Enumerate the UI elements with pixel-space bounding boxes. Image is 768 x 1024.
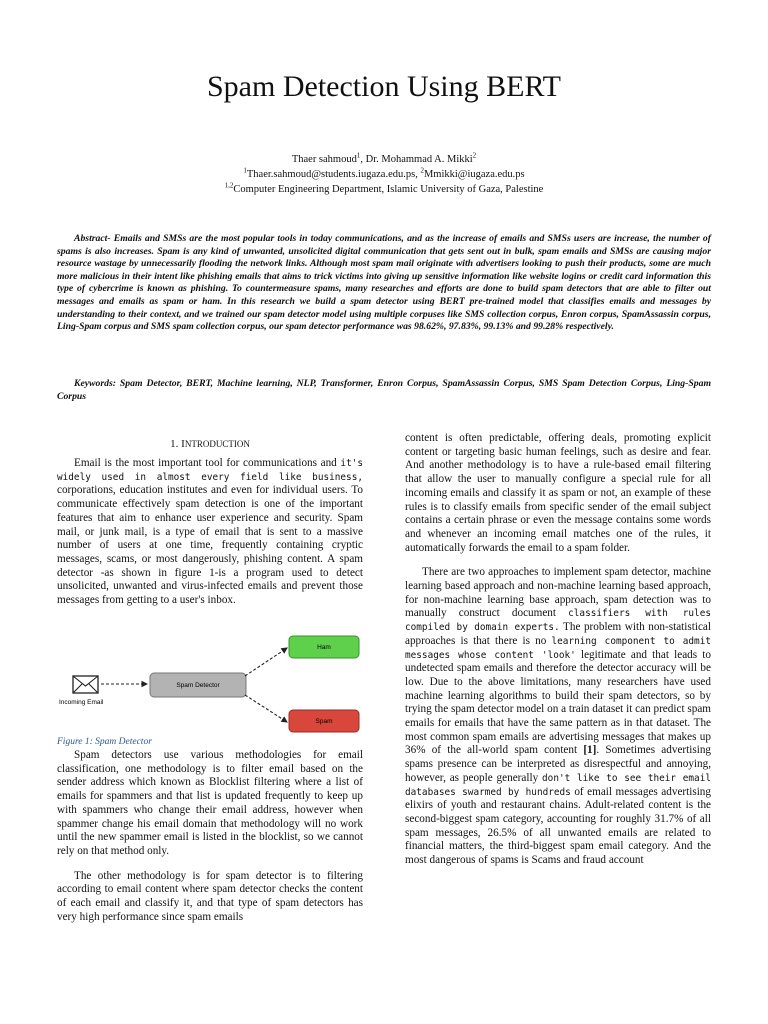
section-heading-introduction: 1. INTRODUCTION — [170, 438, 250, 450]
incoming-email-label: Incoming Email — [59, 699, 104, 706]
author-block — [0, 152, 768, 197]
right-column — [405, 432, 711, 868]
author-emails: $^1$Thaer.sahmoud@students.iugaza.edu.ps, $^2$Mmikki@iugaza.edu.ps — [243, 166, 525, 180]
paper-title: Spam Detection Using BERT — [207, 70, 561, 103]
citation: [1] — [583, 744, 597, 757]
figure-spam-detector — [55, 630, 367, 742]
keywords: Keywords: Spam Detector, BERT, Machine learning, NLP, Transformer, Enron Corpus, SpamAssassin Corpus, SMS Spam Detection Corpus, Ling-Spam Corpus — [57, 378, 711, 402]
ham-label: Ham — [317, 644, 331, 651]
left-column-bottom — [57, 749, 363, 924]
left-column-top — [57, 457, 363, 608]
paragraph: There are two approaches to implement spam detector, machine learning based approach and non-machine learning based approach, for non-machine learning base approach, spam detection was to manually construct document classifiers with rules compiled by domain experts. The problem with non-statistical approaches is that there is no learning component to admit messages whose content 'look' legitimate and that leads to undetected spam emails and therefore the detector accuracy will be low. Due to the above limitations, many researchers have used machine learning algorithms to build their spam detectors, so by trying the spam detector model on a train dataset it can predict spam emails for emails that have the same pattern as in that dataset. The most common spam emails are advertising messages that makes up 36% of the all-world spam content [1]. Sometimes advertising spams presence can be interpreted as disrespectful and annoying, however, as people generally don't like to see their email databases swarmed by hundreds of email messages advertising elixirs of youth and restaurant chains. Adult-related content is the second-biggest spam category, accounting for roughly 31.7% of all spam messages, 26.5% of all unwanted emails are related to financial matters, the third-biggest spam email category. And the most dangerous of spams is Scams and fraud account — [405, 566, 712, 867]
envelope-icon — [73, 676, 98, 693]
author-affiliation: $^{1,2}$Computer Engineering Department, Islamic University of Gaza, Palestine — [224, 181, 544, 195]
paragraph: Spam detectors use various methodologies for email classification, one methodology is to filter email based on the sender address which known as Blocklist filtering where a list of emails for spammers and that list is updated frequently to keep up with spammers who change their email address, however when spammer change his email domain that methodology will no work until the new spammer email is listed in the blocklist, so we cannot rely on that method only. — [57, 749, 363, 857]
author-names: Thaer sahmoud$^1$, Dr. Mohammad A. Mikki$^2$ — [291, 151, 477, 165]
arrow-to-ham — [245, 648, 287, 676]
spam-label: Spam — [315, 718, 333, 725]
abstract: Abstract- Emails and SMSs are the most popular tools in today communications, and as the increase of emails and SMSs users are increase, the number of spams is also increases. Spam is any kind of unwanted, unsolicited digital communication that gets sent out in bulk, spam emails and SMSs are causing major resource wastage by unnecessarily flooding the network links. Although most spam mail originate with advertisers looking to push their products, some are much more malicious in their intent like phishing emails that aims to trick victims into giving up sensitive information like website logins or credit card information this type of cybercrime is known as phishing. To countermeasure spams, many researches and efforts are done to build spam detectors that are able to filter out messages and emails as spam or ham. In this research we build a spam detector using BERT pre-trained model that classifies emails and messages by understanding to their context, and we trained our spam detector model using multiple corpuses like SMS collection corpus, Enron corpus, SpamAssassin corpus, Ling-Spam corpus and SMS spam collection corpus, our spam detector performance was 98.62%, 97.83%, 99.13% and 99.28% respectively. — [57, 233, 711, 333]
spam-detector-label: Spam Detector — [176, 682, 220, 689]
arrow-to-spam — [245, 695, 287, 722]
paragraph: content is often predictable, offering deals, promoting explicit content or targeting basic human feelings, such as desire and fear. And another methodology is to have a rule-based email filtering that allow the user to manually configure a special rule for all incoming emails and classify it as spam or not, an example of these rules is to classify emails from specific sender of the email subject contains a certain phrase or even the message contains some words and whenever an incoming email matches one of the rules, it automatically forwards the email to a spam folder. — [405, 432, 711, 554]
paragraph: The other methodology is for spam detector is to filtering according to email content where spam detector checks the content of each email and classify it, and that type of spam detectors has very high performance since spam emails — [57, 869, 363, 923]
figure-caption: Figure 1: Spam Detector — [57, 737, 152, 747]
paragraph: Email is the most important tool for communications and it's widely used in almost every field like business, corporations, education institutes and even for individual users. To communicate effectively spam detection is one of the important features that aim to enhance user experience and security. Spam mail, or junk mail, is a type of email that is sent to a massive number of users at one time, frequently containing cryptic messages, scams, or most dangerously, phishing content. A spam detector -as shown in figure 1-is a program used to detect unsolicited, unwanted and virus-infected emails and prevent those messages from getting to a user's inbox. — [57, 457, 363, 607]
